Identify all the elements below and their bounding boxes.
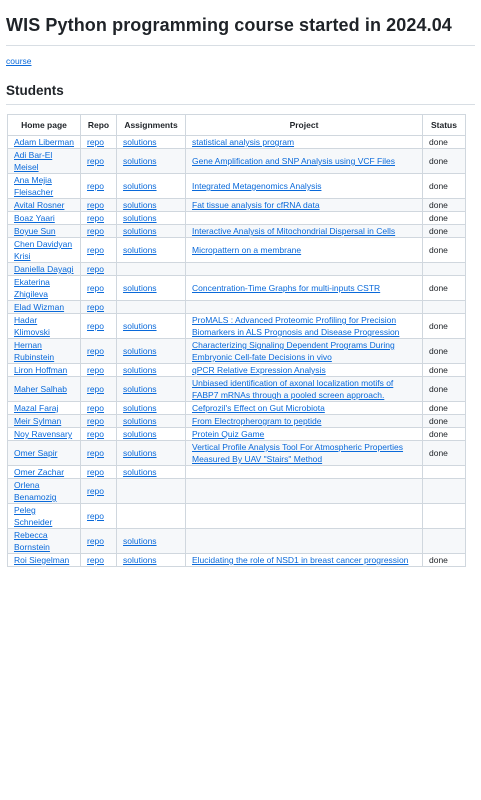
- status-cell: done: [423, 339, 466, 364]
- student-home-page-link[interactable]: Daniella Dayagi: [14, 264, 74, 274]
- table-row: [8, 415, 466, 428]
- status-cell: done: [423, 441, 466, 466]
- project-cell: [186, 199, 423, 212]
- student-home-page-link[interactable]: Hadar Klimovski: [14, 315, 50, 337]
- project-cell: [186, 441, 423, 466]
- status-cell: done: [423, 428, 466, 441]
- table-row: [8, 441, 466, 466]
- repo-cell: [81, 136, 117, 149]
- repo-link[interactable]: repo: [87, 416, 105, 426]
- home-page-cell: [8, 529, 81, 554]
- header-project: Project: [186, 115, 423, 136]
- home-page-cell: [8, 364, 81, 377]
- project-cell: [186, 225, 423, 238]
- student-home-page-link[interactable]: Roi Siegelman: [14, 555, 70, 565]
- assignments-cell: [117, 428, 186, 441]
- status-cell: [423, 466, 466, 479]
- solutions-link[interactable]: solutions: [123, 156, 157, 166]
- project-cell: [186, 136, 423, 149]
- home-page-cell: [8, 554, 81, 567]
- repo-cell: [81, 364, 117, 377]
- students-heading: Students: [6, 83, 475, 105]
- project-link[interactable]: Interactive Analysis of Mitochondrial Dispersal in Cells: [192, 226, 396, 236]
- header-assignments: Assignments: [117, 115, 186, 136]
- repo-cell: [81, 377, 117, 402]
- repo-cell: [81, 339, 117, 364]
- student-home-page-link[interactable]: Liron Hoffman: [14, 365, 68, 375]
- student-home-page-link[interactable]: Mazal Faraj: [14, 403, 59, 413]
- home-page-cell: [8, 415, 81, 428]
- project-cell: [186, 529, 423, 554]
- header-status: Status: [423, 115, 466, 136]
- home-page-cell: [8, 225, 81, 238]
- table-row: [8, 504, 466, 529]
- assignments-cell: [117, 174, 186, 199]
- repo-link[interactable]: repo: [87, 321, 105, 331]
- repo-cell: [81, 466, 117, 479]
- repo-link[interactable]: repo: [87, 283, 105, 293]
- project-cell: [186, 263, 423, 276]
- assignments-cell: [117, 225, 186, 238]
- home-page-cell: [8, 402, 81, 415]
- repo-cell: [81, 263, 117, 276]
- student-home-page-link[interactable]: Chen Davidyan Krisi: [14, 239, 73, 261]
- student-home-page-link[interactable]: Boyue Sun: [14, 226, 56, 236]
- project-cell: [186, 364, 423, 377]
- project-cell: [186, 554, 423, 567]
- student-home-page-link[interactable]: Ana Mejia Fleisacher: [14, 175, 54, 197]
- status-cell: done: [423, 377, 466, 402]
- assignments-cell: [117, 199, 186, 212]
- home-page-cell: [8, 441, 81, 466]
- assignments-cell: [117, 136, 186, 149]
- solutions-link[interactable]: solutions: [123, 384, 157, 394]
- assignments-cell: [117, 504, 186, 529]
- course-link[interactable]: course: [6, 56, 32, 66]
- table-row: [8, 377, 466, 402]
- home-page-cell: [8, 136, 81, 149]
- project-link[interactable]: Fat tissue analysis for cfRNA data: [192, 200, 320, 210]
- solutions-link[interactable]: solutions: [123, 536, 157, 546]
- project-link[interactable]: Cefprozil's Effect on Gut Microbiota: [192, 403, 325, 413]
- project-link[interactable]: Vertical Profile Analysis Tool For Atmospheric Properties Measured By UAV "Stairs" Method: [192, 442, 404, 464]
- student-home-page-link[interactable]: Avital Rosner: [14, 200, 65, 210]
- status-cell: [423, 504, 466, 529]
- repo-link[interactable]: repo: [87, 365, 105, 375]
- project-link[interactable]: From Electropherogram to peptide: [192, 416, 322, 426]
- table-row: [8, 149, 466, 174]
- project-cell: [186, 415, 423, 428]
- status-cell: done: [423, 402, 466, 415]
- solutions-link[interactable]: solutions: [123, 467, 157, 477]
- repo-link[interactable]: repo: [87, 486, 105, 496]
- status-cell: [423, 479, 466, 504]
- repo-link[interactable]: repo: [87, 302, 105, 312]
- student-home-page-link[interactable]: Maher Salhab: [14, 384, 67, 394]
- assignments-cell: [117, 301, 186, 314]
- solutions-link[interactable]: solutions: [123, 448, 157, 458]
- solutions-link[interactable]: solutions: [123, 181, 157, 191]
- repo-cell: [81, 415, 117, 428]
- repo-link[interactable]: repo: [87, 403, 105, 413]
- status-cell: done: [423, 174, 466, 199]
- table-row: [8, 225, 466, 238]
- table-row: [8, 238, 466, 263]
- home-page-cell: [8, 238, 81, 263]
- student-home-page-link[interactable]: Noy Ravensary: [14, 429, 73, 439]
- project-cell: [186, 377, 423, 402]
- repo-cell: [81, 301, 117, 314]
- repo-link[interactable]: repo: [87, 213, 105, 223]
- repo-link[interactable]: repo: [87, 448, 105, 458]
- repo-link[interactable]: repo: [87, 137, 105, 147]
- solutions-link[interactable]: solutions: [123, 555, 157, 565]
- repo-cell: [81, 441, 117, 466]
- home-page-cell: [8, 263, 81, 276]
- table-row: [8, 402, 466, 415]
- assignments-cell: [117, 441, 186, 466]
- repo-link[interactable]: repo: [87, 264, 105, 274]
- table-row: [8, 263, 466, 276]
- student-home-page-link[interactable]: Ekaterina Zhigileva: [14, 277, 50, 299]
- student-home-page-link[interactable]: Adam Liberman: [14, 137, 75, 147]
- project-link[interactable]: Micropattern on a membrane: [192, 245, 302, 255]
- table-row: [8, 339, 466, 364]
- status-cell: [423, 301, 466, 314]
- home-page-cell: [8, 149, 81, 174]
- status-cell: [423, 529, 466, 554]
- project-link[interactable]: qPCR Relative Expression Analysis: [192, 365, 326, 375]
- repo-cell: [81, 504, 117, 529]
- repo-cell: [81, 479, 117, 504]
- home-page-cell: [8, 301, 81, 314]
- assignments-cell: [117, 263, 186, 276]
- student-home-page-link[interactable]: Hernan Rubinstein: [14, 340, 55, 362]
- home-page-cell: [8, 377, 81, 402]
- project-cell: [186, 238, 423, 263]
- assignments-cell: [117, 466, 186, 479]
- repo-cell: [81, 554, 117, 567]
- solutions-link[interactable]: solutions: [123, 321, 157, 331]
- assignments-cell: [117, 149, 186, 174]
- project-cell: [186, 149, 423, 174]
- student-home-page-link[interactable]: Boaz Yaari: [14, 213, 55, 223]
- solutions-link[interactable]: solutions: [123, 283, 157, 293]
- solutions-link[interactable]: solutions: [123, 403, 157, 413]
- table-row: [8, 136, 466, 149]
- project-cell: [186, 174, 423, 199]
- repo-link[interactable]: repo: [87, 555, 105, 565]
- home-page-cell: [8, 479, 81, 504]
- project-cell: [186, 314, 423, 339]
- project-link[interactable]: Gene Amplification and SNP Analysis using VCF Files: [192, 156, 395, 166]
- home-page-cell: [8, 504, 81, 529]
- assignments-cell: [117, 377, 186, 402]
- solutions-link[interactable]: solutions: [123, 226, 157, 236]
- student-home-page-link[interactable]: Adi Bar-El Meisel: [14, 150, 53, 172]
- solutions-link[interactable]: solutions: [123, 245, 157, 255]
- solutions-link[interactable]: solutions: [123, 137, 157, 147]
- assignments-cell: [117, 402, 186, 415]
- table-row: [8, 428, 466, 441]
- repo-link[interactable]: repo: [87, 181, 105, 191]
- student-home-page-link[interactable]: Orlena Benamozig: [14, 480, 57, 502]
- home-page-cell: [8, 199, 81, 212]
- assignments-cell: [117, 276, 186, 301]
- table-row: [8, 364, 466, 377]
- status-cell: done: [423, 199, 466, 212]
- repo-link[interactable]: repo: [87, 156, 105, 166]
- home-page-cell: [8, 428, 81, 441]
- repo-cell: [81, 529, 117, 554]
- student-home-page-link[interactable]: Rebecca Bornstein: [14, 530, 50, 552]
- repo-cell: [81, 149, 117, 174]
- project-cell: [186, 504, 423, 529]
- status-cell: done: [423, 212, 466, 225]
- assignments-cell: [117, 314, 186, 339]
- students-table-body: [8, 136, 466, 567]
- project-link[interactable]: Concentration-Time Graphs for multi-inputs CSTR: [192, 283, 381, 293]
- solutions-link[interactable]: solutions: [123, 416, 157, 426]
- table-row: [8, 199, 466, 212]
- repo-cell: [81, 238, 117, 263]
- table-row: [8, 479, 466, 504]
- project-link[interactable]: Unbiased identification of axonal localization motifs of FABP7 mRNAs through a pooled screen approach.: [192, 378, 394, 400]
- home-page-cell: [8, 174, 81, 199]
- repo-link[interactable]: repo: [87, 226, 105, 236]
- assignments-cell: [117, 364, 186, 377]
- solutions-link[interactable]: solutions: [123, 429, 157, 439]
- table-row: [8, 212, 466, 225]
- home-page-cell: [8, 212, 81, 225]
- assignments-cell: [117, 479, 186, 504]
- repo-cell: [81, 428, 117, 441]
- table-row: [8, 276, 466, 301]
- solutions-link[interactable]: solutions: [123, 213, 157, 223]
- table-row: [8, 314, 466, 339]
- students-table: [7, 114, 466, 567]
- project-cell: [186, 276, 423, 301]
- home-page-cell: [8, 339, 81, 364]
- assignments-cell: [117, 212, 186, 225]
- project-link[interactable]: Characterizing Signaling Dependent Programs During Embryonic Cell-fate Decisions in vivo: [192, 340, 395, 362]
- project-cell: [186, 428, 423, 441]
- solutions-link[interactable]: solutions: [123, 365, 157, 375]
- repo-cell: [81, 276, 117, 301]
- status-cell: done: [423, 554, 466, 567]
- table-row: [8, 529, 466, 554]
- repo-cell: [81, 174, 117, 199]
- student-home-page-link[interactable]: Peleg Schneider: [14, 505, 53, 527]
- assignments-cell: [117, 554, 186, 567]
- project-link[interactable]: ProMALS : Advanced Proteomic Profiling for Precision Biomarkers in ALS Prognosis and Disease Progression: [192, 315, 400, 337]
- project-cell: [186, 402, 423, 415]
- header-home-page: Home page: [8, 115, 81, 136]
- repo-cell: [81, 314, 117, 339]
- status-cell: done: [423, 415, 466, 428]
- table-row: [8, 301, 466, 314]
- table-row: [8, 554, 466, 567]
- table-row: [8, 466, 466, 479]
- project-cell: [186, 339, 423, 364]
- status-cell: done: [423, 238, 466, 263]
- assignments-cell: [117, 238, 186, 263]
- repo-link[interactable]: repo: [87, 200, 105, 210]
- table-header-row: [8, 115, 466, 136]
- table-row: [8, 174, 466, 199]
- project-link[interactable]: Elucidating the role of NSD1 in breast cancer progression: [192, 555, 409, 565]
- project-link[interactable]: Integrated Metagenomics Analysis: [192, 181, 322, 191]
- status-cell: done: [423, 149, 466, 174]
- student-home-page-link[interactable]: Omer Zachar: [14, 467, 65, 477]
- solutions-link[interactable]: solutions: [123, 346, 157, 356]
- assignments-cell: [117, 415, 186, 428]
- repo-link[interactable]: repo: [87, 384, 105, 394]
- student-home-page-link[interactable]: Meir Sylman: [14, 416, 62, 426]
- repo-cell: [81, 402, 117, 415]
- repo-cell: [81, 212, 117, 225]
- assignments-cell: [117, 339, 186, 364]
- home-page-cell: [8, 466, 81, 479]
- repo-cell: [81, 225, 117, 238]
- status-cell: done: [423, 276, 466, 301]
- status-cell: done: [423, 314, 466, 339]
- project-cell: [186, 301, 423, 314]
- project-cell: [186, 466, 423, 479]
- repo-cell: [81, 199, 117, 212]
- solutions-link[interactable]: solutions: [123, 200, 157, 210]
- project-cell: [186, 212, 423, 225]
- assignments-cell: [117, 529, 186, 554]
- status-cell: done: [423, 364, 466, 377]
- page-title: WIS Python programming course started in 2024.04: [6, 0, 475, 46]
- repo-link[interactable]: repo: [87, 346, 105, 356]
- repo-link[interactable]: repo: [87, 245, 105, 255]
- project-link[interactable]: statistical analysis program: [192, 137, 295, 147]
- repo-link[interactable]: repo: [87, 429, 105, 439]
- repo-link[interactable]: repo: [87, 511, 105, 521]
- student-home-page-link[interactable]: Omer Sapir: [14, 448, 58, 458]
- status-cell: done: [423, 225, 466, 238]
- student-home-page-link[interactable]: Elad Wizman: [14, 302, 65, 312]
- header-repo: Repo: [81, 115, 117, 136]
- status-cell: [423, 263, 466, 276]
- home-page-cell: [8, 314, 81, 339]
- repo-link[interactable]: repo: [87, 467, 105, 477]
- project-link[interactable]: Protein Quiz Game: [192, 429, 265, 439]
- project-cell: [186, 479, 423, 504]
- repo-link[interactable]: repo: [87, 536, 105, 546]
- status-cell: done: [423, 136, 466, 149]
- home-page-cell: [8, 276, 81, 301]
